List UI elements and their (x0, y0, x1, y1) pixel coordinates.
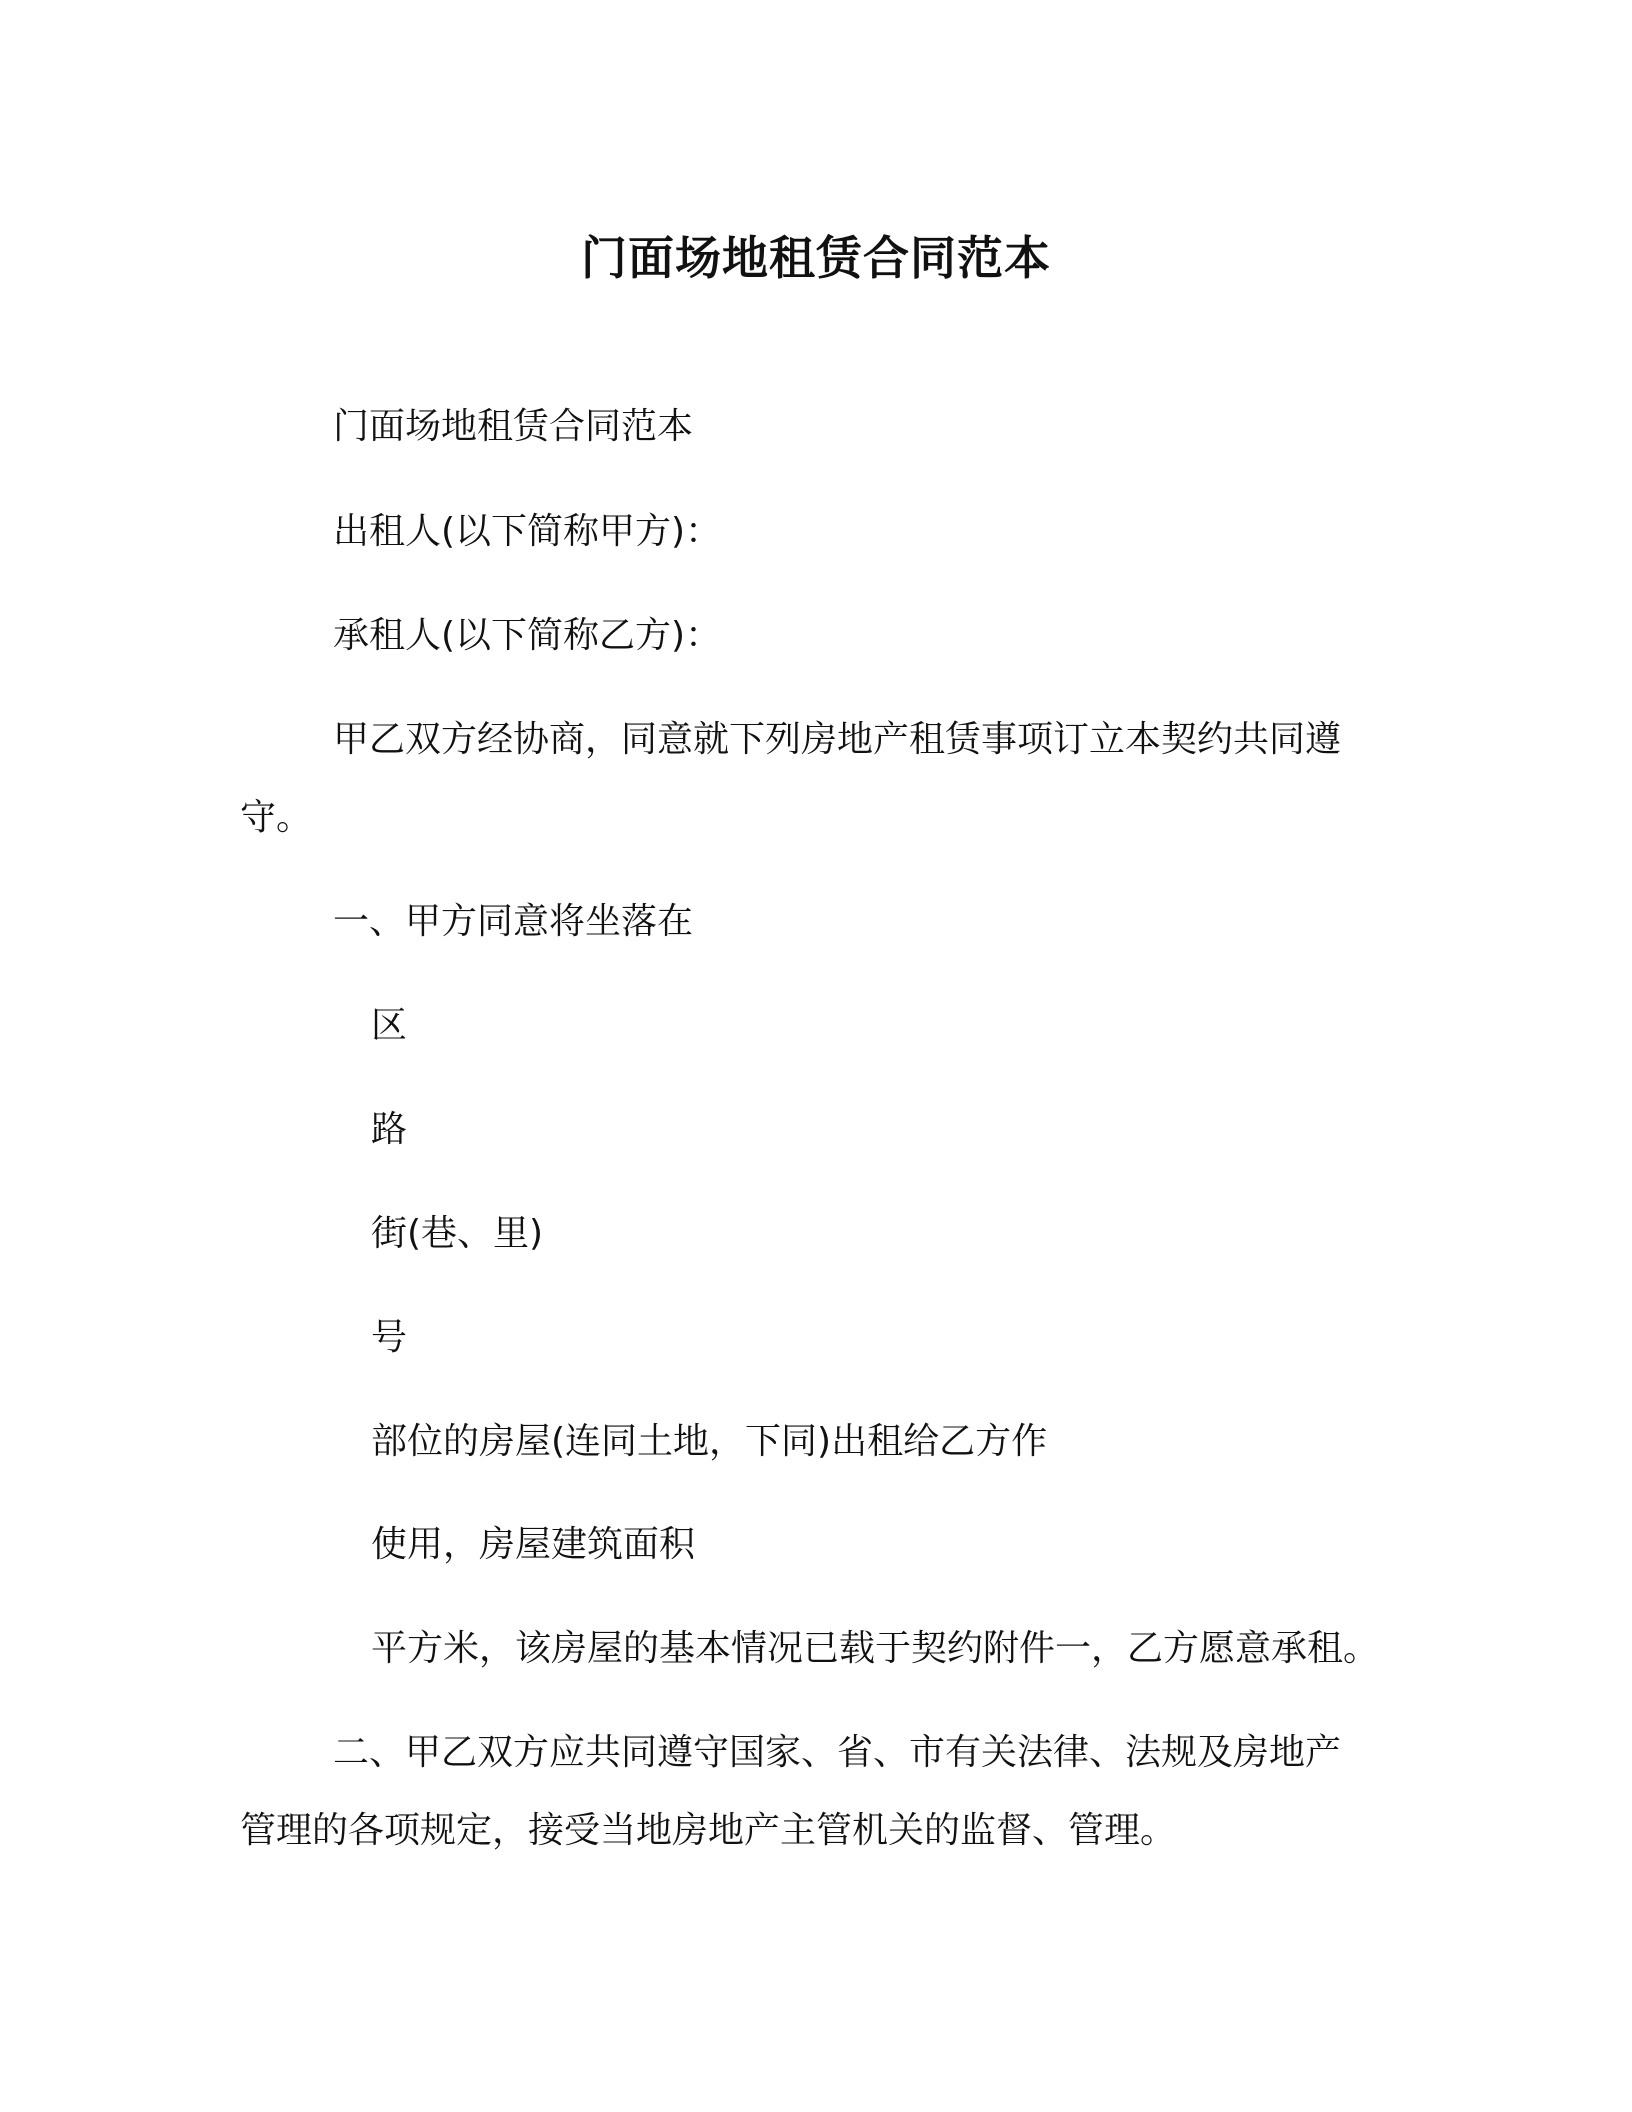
clause1-heading: 一、甲方同意将坐落在 (333, 901, 694, 942)
lessee-line: 承租人(以下简称乙方)： (333, 615, 722, 656)
intro-line-2: 守。 (240, 797, 313, 838)
clause1-road: 路 (371, 1109, 408, 1150)
clause2-line-1: 二、甲乙双方应共同遵守国家、省、市有关法律、法规及房地产 (333, 1732, 1342, 1773)
clause1-use: 使用，房屋建筑面积 (371, 1524, 696, 1565)
intro-line-1: 甲乙双方经协商，同意就下列房地产租赁事项订立本契约共同遵 (333, 719, 1342, 760)
document-subtitle: 门面场地租赁合同范本 (333, 406, 694, 447)
lessor-line: 出租人(以下简称甲方)： (333, 511, 722, 552)
clause2-line-2: 管理的各项规定，接受当地房地产主管机关的监督、管理。 (240, 1810, 1177, 1851)
clause1-district: 区 (371, 1005, 408, 1046)
document-title: 门面场地租赁合同范本 (581, 231, 1051, 285)
clause1-number: 号 (371, 1317, 408, 1358)
clause1-part: 部位的房屋(连同土地，下同)出租给乙方作 (371, 1421, 1048, 1462)
clause1-street: 街(巷、里) (371, 1213, 544, 1254)
clause1-area: 平方米，该房屋的基本情况已载于契约附件一，乙方愿意承租。 (371, 1628, 1380, 1669)
